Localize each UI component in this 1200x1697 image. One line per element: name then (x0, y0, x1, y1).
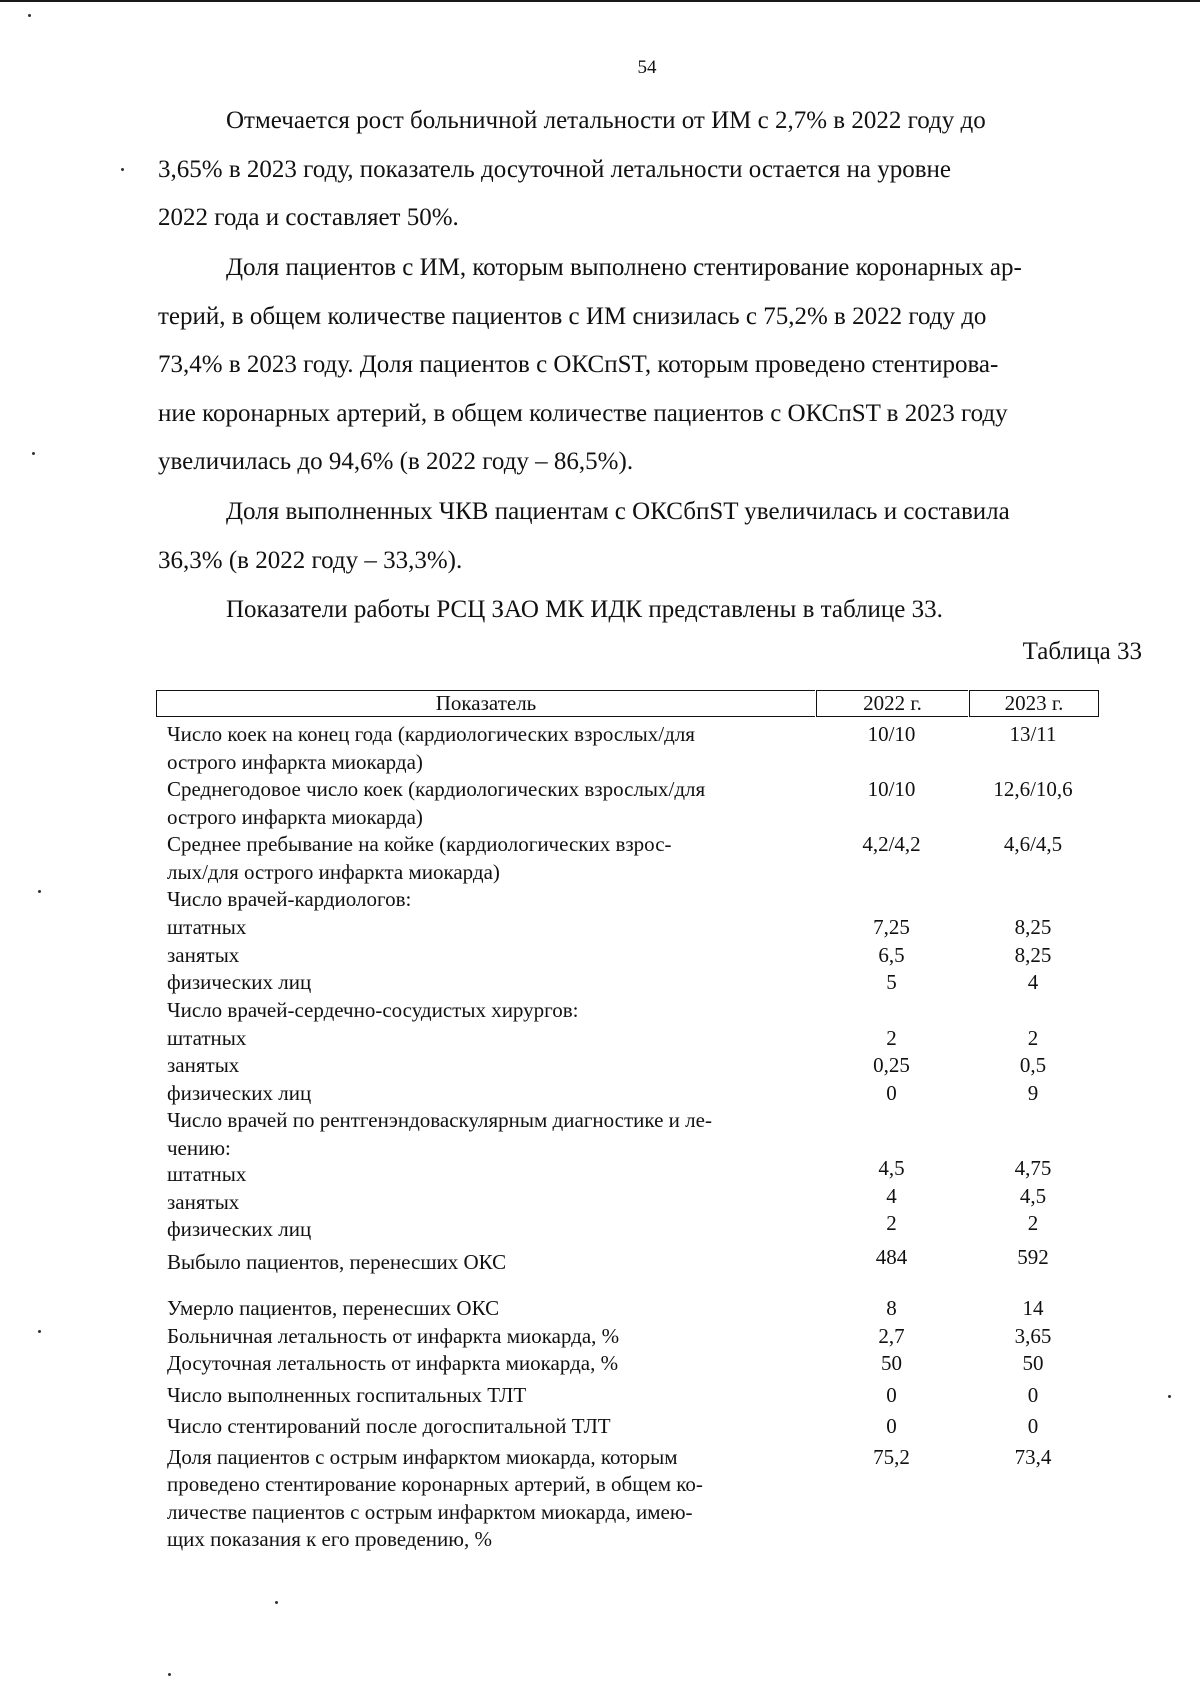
paragraph-line: Отмечается рост больничной летальности от ИМ с 2,7% в 2022 году до (226, 107, 986, 134)
table-row-label: острого инфаркта миокарда) (167, 750, 423, 774)
table-row-label: физических лиц (167, 1081, 312, 1105)
value-2023: 0,5 (1019, 1053, 1047, 1077)
scan-speck (168, 1673, 171, 1676)
table-row-label: Число выполненных госпитальных ТЛТ (167, 1383, 527, 1407)
scan-speck (275, 1601, 278, 1604)
value-2023: 13/11 (1009, 722, 1057, 746)
value-2022: 2 (886, 1211, 897, 1235)
header-2022: 2022 г. (816, 690, 968, 717)
table-row-label: Досуточная летальность от инфаркта миокарда, % (167, 1351, 619, 1375)
scan-speck (28, 14, 31, 17)
value-2023: 3,65 (1014, 1324, 1052, 1348)
scan-speck (38, 1330, 41, 1333)
table-row-label: личестве пациентов с острым инфарктом миокарда, имею- (167, 1500, 693, 1524)
value-2022: 50 (881, 1351, 902, 1375)
header-indicator: Показатель (156, 690, 815, 717)
table-row-label: Число стентирований после догоспитальной ТЛТ (167, 1414, 611, 1438)
value-2023: 4,6/4,5 (1003, 832, 1063, 856)
page-number: 54 (637, 57, 657, 78)
paragraph-line: 36,3% (в 2022 году – 33,3%). (158, 546, 463, 574)
value-2022: 2 (886, 1026, 897, 1050)
paragraph-line: 2022 года и составляет 50%. (158, 204, 459, 231)
scan-speck (38, 890, 41, 893)
value-2023: 73,4 (1014, 1445, 1052, 1469)
paragraph-line: Показатели работы РСЦ ЗАО МК ИДК представлены в таблице 33. (226, 596, 943, 623)
value-2022: 10/10 (867, 722, 916, 746)
paragraph-line: 3,65% в 2023 году, показатель досуточной летальности остается на уровне (158, 155, 951, 183)
table-row-label: чению: (167, 1136, 231, 1160)
table-row-label: физических лиц (167, 1217, 312, 1241)
value-2023: 592 (1017, 1245, 1049, 1269)
value-2022: 0 (886, 1383, 897, 1407)
table-caption: Таблица 33 (1022, 638, 1142, 665)
value-2022: 6,5 (878, 943, 905, 967)
table-row-label: Число врачей-сердечно-сосудистых хирургов: (167, 998, 579, 1022)
table-row-label: занятых (167, 943, 240, 967)
scan-speck (121, 168, 124, 171)
value-2023: 8,25 (1014, 915, 1052, 939)
value-2022: 7,25 (873, 915, 910, 939)
value-2022: 0,25 (873, 1053, 910, 1077)
value-2023: 0 (1027, 1383, 1039, 1407)
scan-speck (32, 452, 35, 455)
value-2022: 8 (886, 1296, 897, 1320)
table-row-label: физических лиц (167, 970, 312, 994)
paragraph-line: Доля пациентов с ИМ, которым выполнено стентирование коронарных ар- (226, 254, 1022, 281)
table-row-label: лых/для острого инфаркта миокарда) (167, 860, 500, 884)
table-row-label: Доля пациентов с острым инфарктом миокарда, которым (167, 1445, 678, 1469)
value-2023: 4,5 (1019, 1184, 1047, 1208)
paragraph-line: увеличилась до 94,6% (в 2022 году – 86,5%). (158, 448, 634, 475)
value-2022: 2,7 (878, 1324, 905, 1348)
table-row-label: Больничная летальность от инфаркта миокарда, % (167, 1324, 620, 1348)
paragraph-line: терий, в общем количестве пациентов с ИМ снизилась с 75,2% в 2022 году до (158, 302, 987, 330)
value-2022: 484 (875, 1245, 908, 1269)
table-row-label: Выбыло пациентов, перенесших ОКС (167, 1250, 507, 1274)
table-row-label: щих показания к его проведению, % (167, 1527, 492, 1551)
table-row-label: Число коек на конец года (кардиологических взрослых/для (167, 722, 695, 746)
value-2023: 14 (1022, 1296, 1044, 1320)
value-2022: 5 (886, 970, 897, 994)
value-2022: 10/10 (867, 777, 916, 801)
table-row-label: острого инфаркта миокарда) (167, 805, 423, 829)
value-2022: 4,5 (878, 1156, 905, 1180)
value-2023: 4,75 (1014, 1156, 1052, 1180)
table-row-label: штатных (167, 1162, 247, 1186)
table-row-label: Среднегодовое число коек (кардиологических взрослых/для (167, 777, 706, 801)
table-row-label: занятых (167, 1053, 240, 1077)
value-2023: 9 (1027, 1081, 1039, 1105)
paragraph-line: Доля выполненных ЧКВ пациентам с ОКСбпST увеличилась и составила (226, 498, 1010, 525)
value-2022: 4,2/4,2 (862, 832, 921, 856)
table-row-label: Среднее пребывание на койке (кардиологических взрос- (167, 832, 672, 856)
paragraph-line: 73,4% в 2023 году. Доля пациентов с ОКСпST, которым проведено стентирова- (158, 351, 999, 378)
scan-speck (1168, 1395, 1171, 1398)
table-row-label: Число врачей по рентгенэндоваскулярным диагностике и ле- (167, 1108, 712, 1132)
table-row-label: проведено стентирование коронарных артерий, в общем ко- (167, 1472, 703, 1496)
value-2023: 0 (1027, 1414, 1039, 1438)
value-2023: 12,6/10,6 (993, 777, 1073, 801)
value-2022: 0 (886, 1081, 897, 1105)
value-2023: 4 (1027, 970, 1039, 994)
value-2023: 2 (1027, 1211, 1039, 1235)
header-2023: 2023 г. (969, 690, 1099, 717)
value-2023: 50 (1022, 1351, 1044, 1375)
table-row-label: штатных (167, 915, 247, 939)
table-row-label: штатных (167, 1026, 247, 1050)
table-row-label: Число врачей-кардиологов: (167, 887, 412, 911)
paragraph-line: ние коронарных артерий, в общем количестве пациентов с ОКСпST в 2023 году (158, 399, 1008, 427)
value-2023: 2 (1027, 1026, 1039, 1050)
value-2022: 0 (886, 1414, 897, 1438)
value-2022: 75,2 (873, 1445, 910, 1469)
table-row-label: занятых (167, 1190, 240, 1214)
value-2022: 4 (886, 1184, 897, 1208)
value-2023: 8,25 (1014, 943, 1052, 967)
table-row-label: Умерло пациентов, перенесших ОКС (167, 1296, 500, 1320)
